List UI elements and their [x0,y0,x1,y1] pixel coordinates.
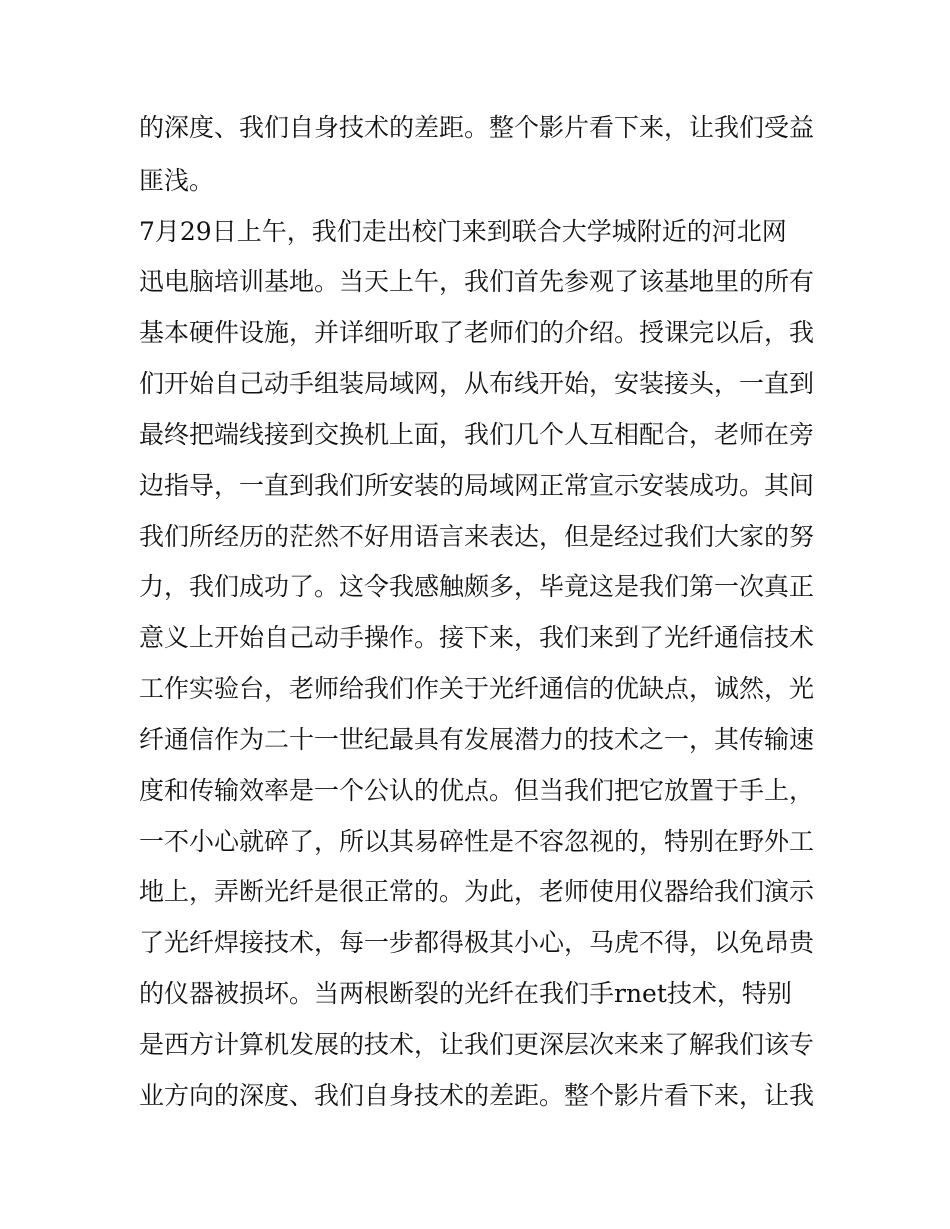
text-line-18: 的仪器被损坏。当两根断裂的光纤在我们手rnet技术，特别 [139,979,792,1008]
text-line-13: 纤通信作为二十一世纪最具有发展潜力的技术之一，其传输速 [139,725,815,754]
text-line-10: 力，我们成功了。这令我感触颇多，毕竟这是我们第一次真正 [139,572,815,601]
text-line-11: 意义上开始自己动手操作。接下来，我们来到了光纤通信技术 [139,623,815,652]
text-line-17: 了光纤焊接技术，每一步都得极其小心，马虎不得，以免昂贵 [139,928,815,957]
text-line-19: 是西方计算机发展的技术，让我们更深层次来来了解我们该专 [139,1030,815,1059]
text-line-12: 工作实验台，老师给我们作关于光纤通信的优缺点，诚然，光 [139,674,815,703]
text-line-20: 业方向的深度、我们自身技术的差距。整个影片看下来，让我 [139,1081,815,1110]
text-line-6: 们开始自己动手组装局域网，从布线开始，安装接头，一直到 [139,369,815,398]
text-line-4: 迅电脑培训基地。当天上午，我们首先参观了该基地里的所有 [139,267,815,296]
text-line-5: 基本硬件设施，并详细听取了老师们的介绍。授课完以后，我 [139,318,815,347]
text-line-2: 匪浅。 [139,166,215,195]
text-line-16: 地上，弄断光纤是很正常的。为此，老师使用仪器给我们演示 [139,877,815,906]
text-line-14: 度和传输效率是一个公认的优点。但当我们把它放置于手上， [139,776,815,805]
text-line-15: 一不小心就碎了，所以其易碎性是不容忽视的，特别在野外工 [139,827,815,856]
text-line-7: 最终把端线接到交换机上面，我们几个人互相配合，老师在旁 [139,420,815,449]
text-line-1: 的深度、我们自身技术的差距。整个影片看下来，让我们受益 [139,113,815,142]
text-line-8: 边指导，一直到我们所安装的局域网正常宣示安装成功。其间 [139,471,815,500]
text-line-9: 我们所经历的茫然不好用语言来表达，但是经过我们大家的努 [139,522,815,551]
text-line-3: 7月29日上午，我们走出校门来到联合大学城附近的河北网 [139,217,787,246]
